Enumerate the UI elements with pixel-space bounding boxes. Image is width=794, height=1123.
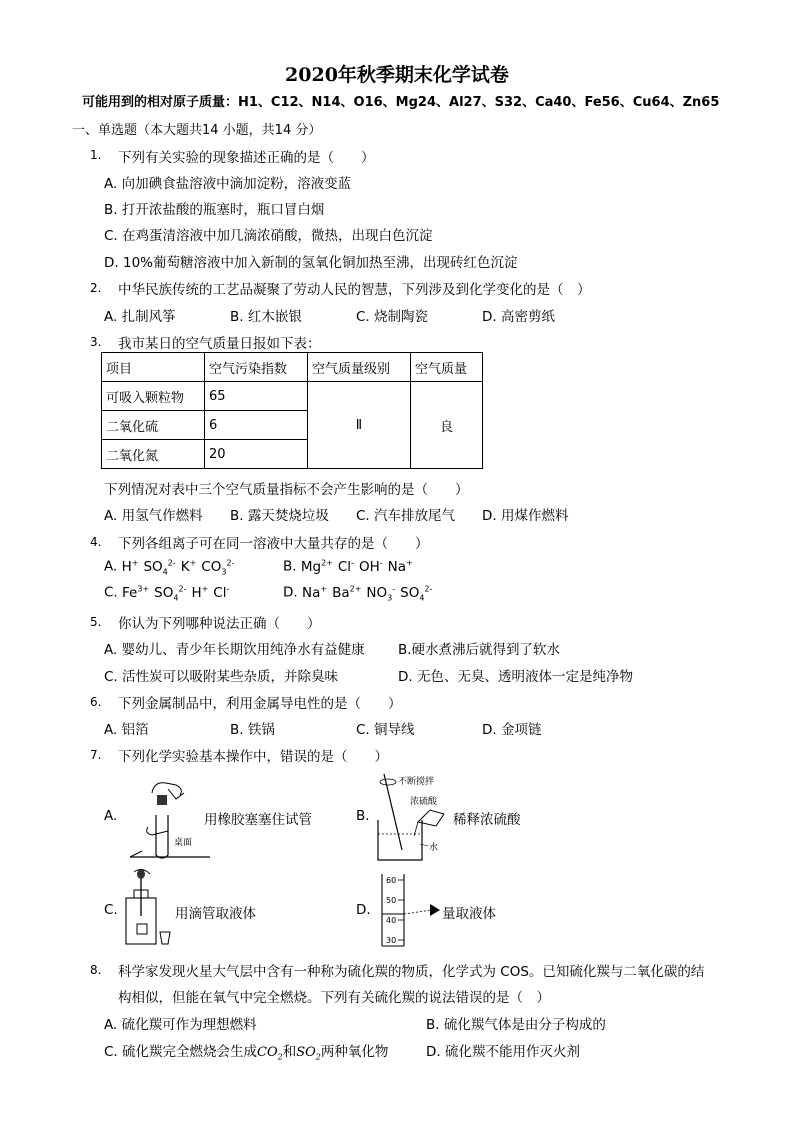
q8-option-c-prefix: C. 硫化羰完全燃烧会生成	[104, 1044, 258, 1060]
q8-stem-line2: 构相似，但能在氧气中完全燃烧。下列有关硫化羰的说法错误的是（ ）	[118, 990, 550, 1006]
ion-formula: $Ba^{2+}$	[332, 584, 362, 601]
table-cell-quality: 良	[411, 382, 483, 469]
acid-label: 浓硫酸	[410, 797, 438, 807]
ion-formula: $SO_4^{2-}$	[143, 558, 176, 577]
q5-option-d: D. 无色、无臭、透明液体一定是纯净物	[398, 669, 633, 685]
q1-option-c: C. 在鸡蛋清溶液中加几滴浓硝酸，微热，出现白色沉淀	[104, 228, 433, 244]
q5-stem: 你认为下列哪种说法正确（ ）	[118, 616, 321, 632]
q3-follow-up: 下列情况对表中三个空气质量指标不会产生影响的是（ ）	[104, 482, 469, 498]
q7-option-d-text: 量取液体	[442, 906, 496, 922]
table-cell-item: 二氧化硫	[102, 411, 205, 440]
q8-option-c-and: 和	[282, 1044, 297, 1060]
q6-option-d: D. 金项链	[482, 722, 542, 738]
q8-number: 8.	[90, 963, 102, 977]
ion-formula: H+	[121, 558, 139, 575]
q3-stem: 我市某日的空气质量日报如下表：	[118, 336, 321, 352]
q7-option-c-label: C.	[104, 902, 118, 918]
desk-label: 桌面	[174, 838, 193, 848]
q1-option-b: B. 打开浓盐酸的瓶塞时，瓶口冒白烟	[104, 202, 325, 218]
q2-number: 2.	[90, 281, 102, 295]
q4-option-a: A. H+ $SO_4^{2-}$ K+ $CO_3^{2-}$	[104, 558, 235, 577]
q2-stem: 中华民族传统的工艺品凝聚了劳动人民的智慧，下列涉及到化学变化的是（ ）	[118, 282, 591, 298]
dilute-acid-figure	[372, 770, 452, 866]
table-cell-item: 二氧化氮	[102, 440, 205, 469]
ion-formula: $SO_4^{2-}$	[154, 584, 187, 603]
so2-formula: $SO_2$	[296, 1045, 321, 1062]
q5-number: 5.	[90, 615, 102, 629]
q3-number: 3.	[90, 335, 102, 349]
stopper-test-tube-figure	[124, 775, 214, 863]
section-heading: 一、单选题（本大题共14 小题，共14 分）	[72, 123, 322, 138]
table-cell-index: 65	[205, 382, 308, 411]
ion-formula: H+	[191, 584, 209, 601]
q6-option-c: C. 铜导线	[356, 722, 415, 738]
co2-formula: $CO_2$	[257, 1045, 283, 1062]
stir-label: 不断搅拌	[398, 777, 435, 787]
q6-option-b: B. 铁锅	[230, 722, 275, 738]
ion-formula: Na+	[301, 584, 328, 601]
q7-option-a-text: 用橡胶塞塞住试管	[204, 812, 312, 828]
tick-label: 40	[386, 916, 397, 925]
ion-formula: $NO_3^-$	[366, 584, 396, 603]
q7-option-b-text: 稀释浓硫酸	[453, 812, 521, 828]
tick-label: 30	[386, 936, 397, 945]
q1-stem: 下列有关实验的现象描述正确的是（ ）	[118, 150, 375, 166]
q4-option-b: B. $Mg^{2+}$ Cl- OH- Na+	[283, 558, 413, 575]
ion-formula: $CO_3^{2-}$	[201, 558, 235, 577]
table-header: 空气污染指数	[205, 353, 308, 382]
q1-option-a: A. 向加碘食盐溶液中滴加淀粉，溶液变蓝	[104, 176, 352, 192]
q8-stem-line1: 科学家发现火星大气层中含有一种称为硫化羰的物质，化学式为 COS。已知硫化羰与二氧化碳的结	[118, 964, 705, 980]
q1-number: 1.	[90, 148, 102, 162]
q7-stem: 下列化学实验基本操作中，错误的是（ ）	[118, 749, 388, 765]
q7-number: 7.	[90, 748, 102, 762]
q5-option-a: A. 婴幼儿、青少年长期饮用纯净水有益健康	[104, 642, 365, 658]
ion-formula: $SO_4^{2-}$	[400, 584, 433, 603]
q7-option-b-label: B.	[356, 808, 370, 824]
q3-option-d: D. 用煤作燃料	[482, 508, 569, 524]
q1-option-d: D. 10%葡萄糖溶液中加入新制的氢氧化铜加热至沸，出现砖红色沉淀	[104, 255, 518, 271]
table-cell-index: 6	[205, 411, 308, 440]
q2-option-d: D. 高密剪纸	[482, 309, 555, 325]
q6-option-a: A. 铝箔	[104, 722, 149, 738]
q8-option-b: B. 硫化羰气体是由分子构成的	[426, 1017, 606, 1033]
table-header: 空气质量级别	[308, 353, 411, 382]
q3-option-b: B. 露天焚烧垃圾	[230, 508, 329, 524]
ion-formula: $Mg^{2+}$	[300, 558, 333, 575]
q7-option-d-label: D.	[356, 902, 371, 918]
ion-formula: Na+	[387, 558, 413, 575]
q2-option-c: C. 烧制陶瓷	[356, 309, 429, 325]
q2-option-a: A. 扎制风筝	[104, 309, 176, 325]
q2-option-b: B. 红木嵌银	[230, 309, 302, 325]
q5-option-b: B.硬水煮沸后就得到了软水	[398, 642, 561, 658]
q4-option-c: C. $Fe^{3+}$ $SO_4^{2-}$ H+ Cl-	[104, 584, 230, 603]
air-quality-table	[101, 352, 483, 469]
q8-option-a: A. 硫化羰可作为理想燃料	[104, 1017, 257, 1033]
graduated-cylinder-figure	[374, 870, 444, 950]
q3-option-c: C. 汽车排放尾气	[356, 508, 456, 524]
table-header: 空气质量	[411, 353, 483, 382]
q6-number: 6.	[90, 695, 102, 709]
ion-formula: Cl-	[213, 584, 230, 601]
page-title: 2020年秋季期末化学试卷	[285, 64, 509, 86]
q5-option-c: C. 活性炭可以吸附某些杂质，并除臭味	[104, 669, 339, 685]
dropper-bottle-figure	[120, 868, 176, 948]
q7-option-a-label: A.	[104, 808, 118, 824]
table-header: 项目	[102, 353, 205, 382]
q8-option-c	[104, 1040, 388, 1062]
q6-stem: 下列金属制品中，利用金属导电性的是（ ）	[118, 696, 402, 712]
q4-option-d: D. Na+ $Ba^{2+}$ $NO_3^-$ $SO_4^{2-}$	[283, 584, 433, 603]
table-cell-index: 20	[205, 440, 308, 469]
q4-number: 4.	[90, 535, 102, 549]
water-label: 水	[429, 843, 439, 853]
table-cell-level: Ⅱ	[308, 382, 411, 469]
table-row	[102, 382, 483, 411]
q4-stem: 下列各组离子可在同一溶液中大量共存的是（ ）	[118, 536, 429, 552]
q7-option-c-text: 用滴管取液体	[175, 906, 256, 922]
tick-label: 50	[386, 896, 397, 905]
q8-option-c-suffix: 两种氧化物	[320, 1044, 389, 1060]
table-cell-item: 可吸入颗粒物	[102, 382, 205, 411]
atomic-masses: 可能用到的相对原子质量：H1、C12、N14、O16、Mg24、Al27、S32、Ca40、Fe56、Cu64、Zn65	[82, 95, 720, 110]
ion-formula: OH-	[358, 558, 383, 575]
ion-formula: $Fe^{3+}$	[122, 584, 150, 601]
tick-label: 60	[386, 876, 397, 885]
q3-option-a: A. 用氢气作燃料	[104, 508, 203, 524]
ion-formula: K+	[180, 558, 197, 575]
q8-option-d: D. 硫化羰不能用作灭火剂	[426, 1044, 580, 1060]
table-header-row	[102, 353, 483, 382]
ion-formula: Cl-	[337, 558, 354, 575]
